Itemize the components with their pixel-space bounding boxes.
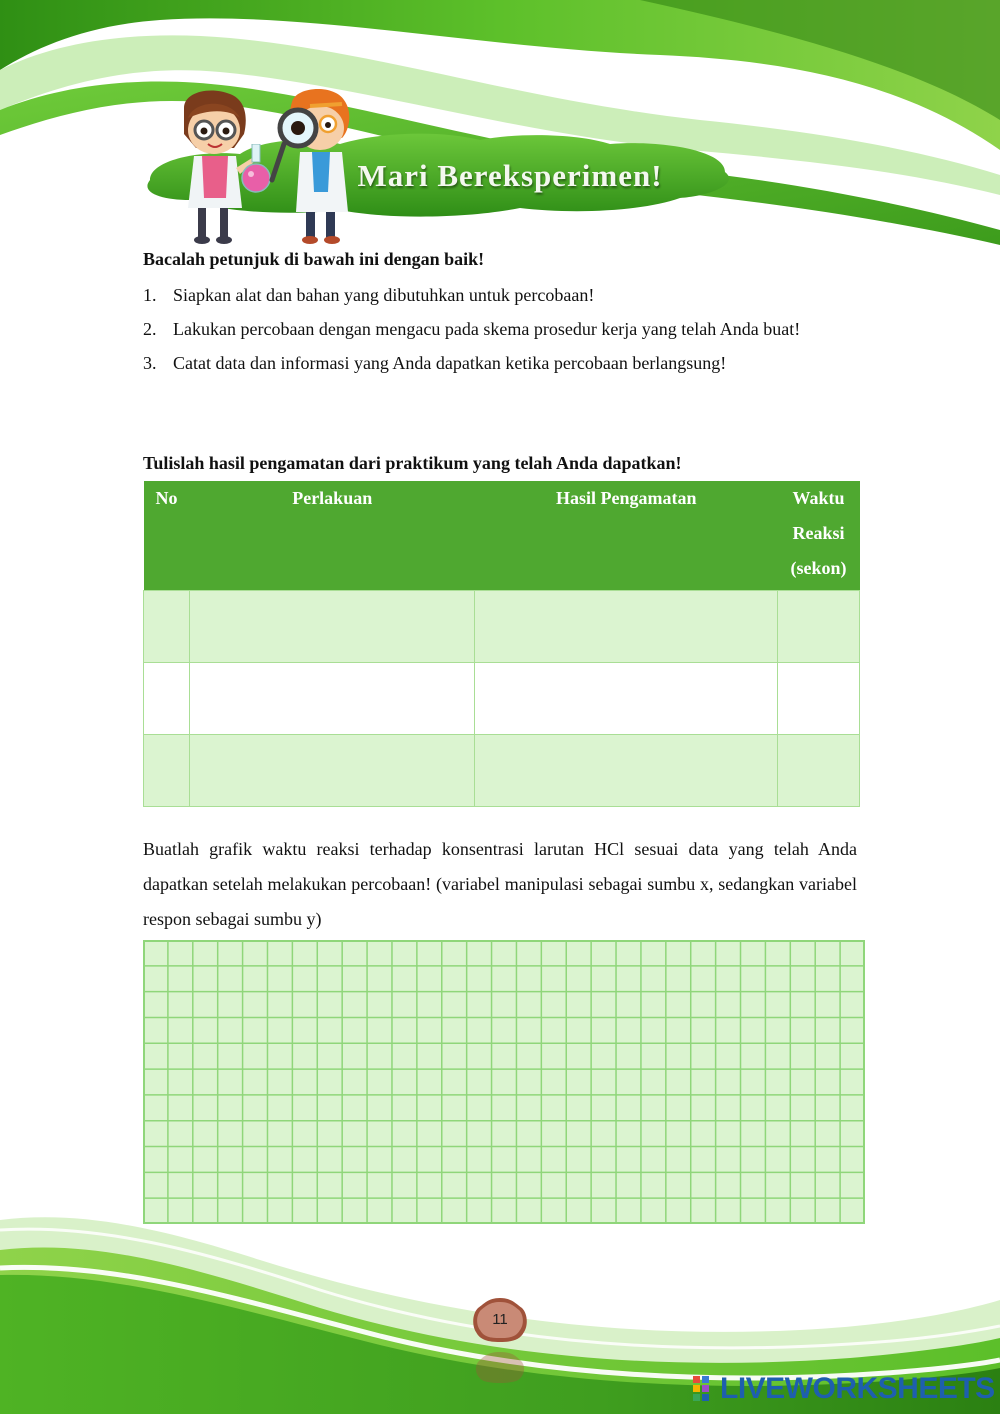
table-row xyxy=(144,591,860,663)
page-number: 11 xyxy=(492,1311,508,1328)
column-header-no: No xyxy=(144,481,190,591)
instructions-list xyxy=(143,278,857,380)
liveworksheets-logo xyxy=(692,1372,995,1406)
cell-waktu-reaksi[interactable] xyxy=(778,735,860,807)
cell-perlakuan[interactable] xyxy=(189,735,475,807)
column-header-waktu-reaksi xyxy=(778,481,860,591)
list-item xyxy=(143,278,857,312)
step-text: Lakukan percobaan dengan mengacu pada skema prosedur kerja yang telah Anda buat! xyxy=(173,319,801,339)
table-row xyxy=(144,663,860,735)
observation-table xyxy=(143,481,860,807)
cell-no[interactable] xyxy=(144,735,190,807)
cell-hasil-pengamatan[interactable] xyxy=(475,591,778,663)
cell-hasil-pengamatan[interactable] xyxy=(475,735,778,807)
observation-heading: Tulislah hasil pengamatan dari praktikum yang telah Anda dapatkan! xyxy=(143,453,682,473)
step-text: Catat data dan informasi yang Anda dapatkan ketika percobaan berlangsung! xyxy=(173,353,727,373)
table-row xyxy=(144,735,860,807)
cell-perlakuan[interactable] xyxy=(189,591,475,663)
liveworksheets-brand: LIVEWORKSHEETS xyxy=(720,1372,995,1405)
instructions-heading: Bacalah petunjuk di bawah ini dengan baik! xyxy=(143,249,485,269)
column-header-perlakuan: Perlakuan xyxy=(189,481,475,591)
cell-perlakuan[interactable] xyxy=(189,663,475,735)
column-header-waktu-line: Reaksi xyxy=(792,523,845,543)
cell-no[interactable] xyxy=(144,663,190,735)
step-number: 2. xyxy=(143,319,157,339)
column-header-waktu-line: (sekon) xyxy=(790,558,847,578)
graph-instruction: Buatlah grafik waktu reaksi terhadap konsentrasi larutan HCl sesuai data yang telah Anda dapatkan setelah melakukan percobaan! (variabel manipulasi sebagai sumbu x, sedangkan variabel respon sebagai sumbu y) xyxy=(143,839,857,929)
cell-waktu-reaksi[interactable] xyxy=(778,591,860,663)
cell-hasil-pengamatan[interactable] xyxy=(475,663,778,735)
page-number-badge xyxy=(470,1296,530,1386)
cell-waktu-reaksi[interactable] xyxy=(778,663,860,735)
list-item xyxy=(143,346,857,380)
column-header-waktu-line: Waktu xyxy=(792,488,845,508)
list-item xyxy=(143,312,857,346)
column-header-hasil-pengamatan: Hasil Pengamatan xyxy=(475,481,778,591)
cell-no[interactable] xyxy=(144,591,190,663)
table-header-row xyxy=(144,481,860,591)
banner-title: Mari Bereksperimen! xyxy=(357,158,663,193)
liveworksheets-mark-icon xyxy=(692,1374,718,1404)
banner xyxy=(140,88,740,248)
step-text: Siapkan alat dan bahan yang dibutuhkan untuk percobaan! xyxy=(173,285,595,305)
step-number: 1. xyxy=(143,285,157,305)
step-number: 3. xyxy=(143,353,157,373)
